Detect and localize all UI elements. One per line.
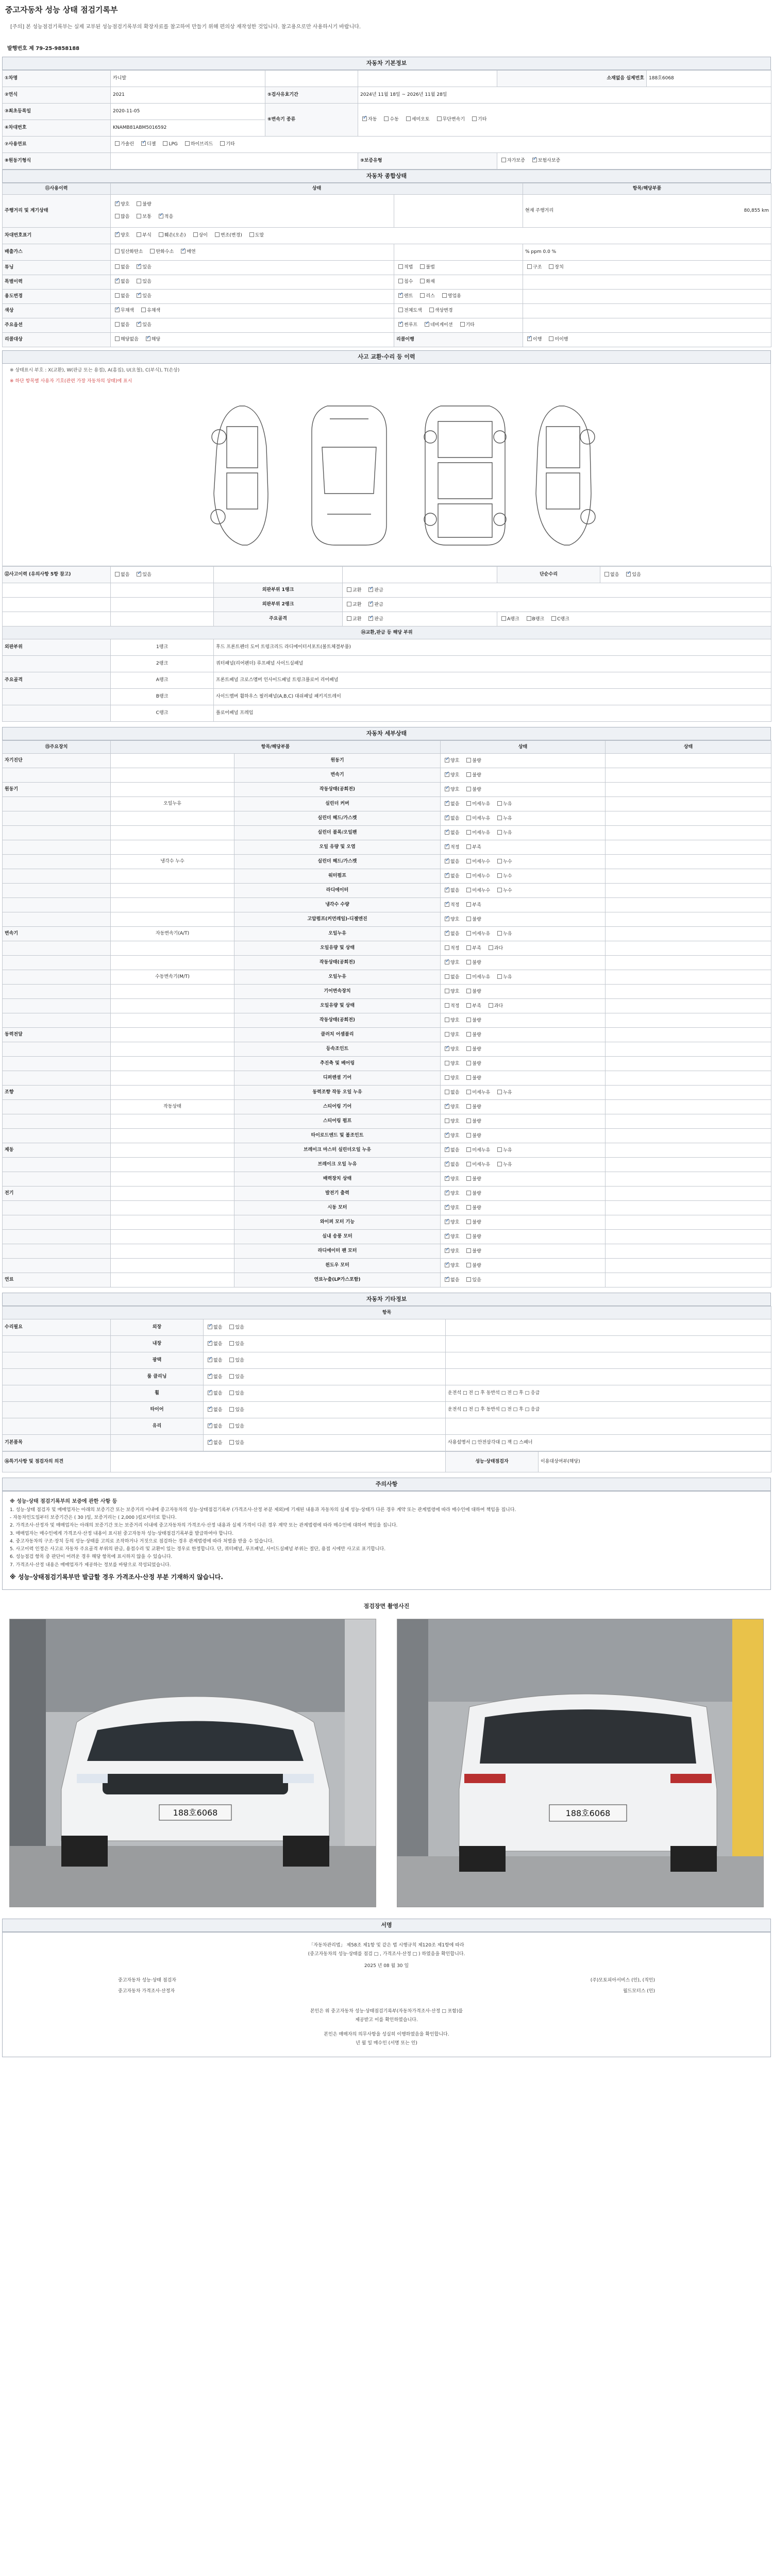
checkbox[interactable] [466, 1277, 471, 1282]
detail-row: 작동상태 스티어링 기어 ✓ 양호 불량 [3, 1100, 771, 1114]
checkbox[interactable] [229, 1374, 234, 1379]
checkbox[interactable] [445, 1061, 449, 1065]
checkbox[interactable] [208, 1440, 212, 1445]
checkbox[interactable] [497, 873, 502, 878]
section-detail: 자동차 세부상태 [2, 727, 771, 740]
detail-row: 변속기 ✓ 양호 불량 [3, 768, 771, 783]
detail-row: 냉각수 수량 ✓ 적정 부족 [3, 898, 771, 912]
checkbox[interactable] [466, 1118, 471, 1123]
photo-plate-front: 188호6068 [173, 1807, 218, 1818]
checkbox[interactable] [466, 1263, 471, 1267]
checkbox[interactable] [445, 1234, 449, 1239]
checkbox[interactable] [497, 859, 502, 863]
checkbox[interactable] [466, 1133, 471, 1138]
detail-row: 작동상태(공회전) ✓ 양호 불량 [3, 956, 771, 970]
other-row: 유리 ✓ 없음 있음 [3, 1418, 771, 1435]
checkbox[interactable] [466, 974, 471, 979]
checkbox[interactable] [489, 1003, 493, 1008]
checkbox[interactable] [466, 902, 471, 907]
checkbox[interactable] [445, 1075, 449, 1080]
checkbox[interactable] [497, 816, 502, 820]
section-notes: 주의사항 [2, 1478, 771, 1491]
checkbox[interactable] [208, 1423, 212, 1428]
overall-state-table: ⑪사용이력 상태 항목/해당부품 주행거리 및 계기상태 ✓양호 불량 많음 보통✓ 적음 현재 주행거리 80,855 km 차대번호표기 ✓ 양호 부식 훼손(오손) 상이 변조(변경) 도말 배출가스 일산화탄소 탄화수소✓ 매연 % ppm 0.0 % 튜닝 없음✓ 있음 적법 불법 구조 장치 특별이력 ✓ 없음 있음 침수 화재 용도변경 없음✓ 있음 ✓ 렌트 리스 영업용 색상 ✓ 무채색 유채색 전체도색 색상변경 주요옵션 없음✓ 있음 ✓ 썬루프✓ 네비게이션 기타 리콜대상 해당없음✓ 해당 리콜이행 ✓ 이행 미이행 [2, 183, 771, 347]
detail-row: 라디에이터 ✓ 없음 미세누수 누수 [3, 884, 771, 898]
checkbox[interactable] [445, 1263, 449, 1267]
detail-row: 전기 발전기 출력 ✓ 양호 불량 [3, 1187, 771, 1201]
notes-box: ※ 성능·상태 점검기록부의 보증에 관한 사항 등 1. 성능·상태 점검자 및 매매업자는 아래의 보증기간 또는 보증거리 이내에 중고자동차의 성능·상태점검기록부 (가격조사·산정 부분 제외)에 기재된 내용과 자동차의 실제 성능·상태가 다른 경우 계약 또는 관계법령에 따라 매수인에 대하여 책임을 집니다. - 자동차인도일부터 보증기간은 ( 30 )일, 보증거리는 ( 2,000 )킬로미터로 합니다. 2. 가격조사·산정자 및 매매업자는 아래의 보증기간 또는 보증거리 이내에 중고자동차의 가격조사·산정 내용과 실제 가격이 다른 경우 계약 또는 관계법령에 따라 매수인에 대하여 책임을 집니다. 3. 매매업자는 매수인에게 가격조사·산정 내용이 표시된 중고자동차 성능·상태점검기록부를 발급하여야 합니다. 4. 중고자동차의 구조·장치 등의 성능·상태를 고의로 조작하거나 거짓으로 점검하는 경우 관계법령에 따라 처벌을 받을 수 있습니다. 5. 사고이력 인정은 사고로 자동차 주요골격 부위의 판금, 용접수리 및 교환이 있는 경우로 한정합니다. 단, 쿼터패널, 루프패널, 사이드실패널 부위는 절단, 용접 시에만 사고로 표기합니다. 6. 성능점검 항목 중 판단이 어려운 경우 해당 항목에 표시하지 않을 수 있습니다. 7. 가격조사·산정 내용은 매매업자가 제공하는 정보를 바탕으로 작성되었습니다. ※ 성능·상태점검기록부만 발급할 경우 가격조사·산정 부분 기재하지 않습니다. [2, 1491, 771, 1590]
detail-row: 조향 동력조향 작동 오일 누유 없음 미세누유 누유 [3, 1086, 771, 1100]
checkbox[interactable] [445, 772, 449, 777]
basic-info-table: ①차명 카니발 소재없음 실제번호 188호6068 ②연식 2021 ⑤검사유효기간 2024년 11월 18일 ~ 2026년 11월 28일 ③최초등록일 2020-11-05 ⑥변속기 종류 ✓ 자동 수동 세미오토 무단변속기 기타 ④차대번호 KNAMB81ABM5016592 ⑦사용연료 가솔린✓ 디젤 LPG 하이브리드 기타 ⑧원동기형식 ⑨보증유형 자가보증✓ 보험사보증 [2, 70, 771, 170]
photo-rear [397, 1619, 764, 1907]
checkbox[interactable] [445, 1133, 449, 1138]
detail-row: 추진축 및 베어링 양호 불량 [3, 1057, 771, 1071]
section-sign: 서명 [2, 1919, 771, 1932]
checkbox[interactable] [466, 1061, 471, 1065]
other-row: 휠 ✓ 없음 있음 운전석 □ 전 □ 후 동반석 □ 전 □ 후 □ 응급 [3, 1385, 771, 1402]
checkbox[interactable] [445, 1176, 449, 1181]
detail-row: 수동변속기(M/T) 오일누유 없음 미세누유 누유 [3, 970, 771, 985]
checkbox[interactable] [466, 1032, 471, 1037]
photo-plate-rear: 188호6068 [565, 1808, 611, 1818]
other-row: 내장 ✓ 없음 있음 [3, 1336, 771, 1352]
detail-row: 오일유량 및 상태 적정 부족 과다 [3, 999, 771, 1013]
detail-row: 등속조인트 ✓ 양호 불량 [3, 1042, 771, 1057]
checkbox[interactable] [466, 1046, 471, 1051]
checkbox[interactable] [229, 1440, 234, 1445]
detail-row: 작동상태(공회전) 양호 불량 [3, 1013, 771, 1028]
checkbox[interactable] [466, 859, 471, 863]
other-row: 수리필요 외장 ✓ 없음 있음 [3, 1319, 771, 1336]
checkbox[interactable] [208, 1341, 212, 1346]
checkbox[interactable] [466, 1219, 471, 1224]
document-number: 발행번호 제 79-25-9858188 [7, 46, 80, 52]
checkbox[interactable] [466, 1104, 471, 1109]
other-row: 광택 ✓ 없음 있음 [3, 1352, 771, 1369]
checkbox[interactable] [466, 1018, 471, 1022]
checkbox[interactable] [445, 816, 449, 820]
other-row: 룸 클리닝 ✓ 없음 있음 [3, 1369, 771, 1385]
checkbox[interactable] [445, 787, 449, 791]
car-outline-diagram [157, 391, 621, 555]
checkbox[interactable] [229, 1407, 234, 1412]
section-other: 자동차 기타정보 [2, 1293, 771, 1306]
detail-row: 오일누유 실린더 커버 ✓ 없음 미세누유 누유 [3, 797, 771, 811]
detail-row: 냉각수 누수 실린더 헤드/가스켓 ✓ 없음 미세누수 누수 [3, 855, 771, 869]
checkbox[interactable] [208, 1374, 212, 1379]
checkbox[interactable] [445, 1162, 449, 1166]
checkbox[interactable] [497, 1090, 502, 1094]
photo-front [9, 1619, 376, 1907]
checkbox[interactable] [466, 844, 471, 849]
checkbox[interactable] [445, 902, 449, 907]
checkbox[interactable] [445, 917, 449, 921]
checkbox[interactable] [445, 873, 449, 878]
detail-row: 원동기 작동상태(공회전) ✓ 양호 불량 [3, 783, 771, 797]
damage-legend-note: ※ 하단 항목별 사용자 기호(관련 가장 자동차의 상태)에 표시 [10, 379, 132, 384]
notice-text: [주의] 본 성능점검기록부는 실제 교부된 성능점검기록부의 확장자료를 참고하여 만들기 위해 편의상 재작성한 것입니다. 참고용으로만 사용하시기 바랍니다. [10, 24, 361, 30]
checkbox[interactable] [445, 1003, 449, 1008]
detail-row: 고압펌프(커먼레일)-디젤엔진 ✓ 양호 불량 [3, 912, 771, 927]
detail-row: 스티어링 펌프 양호 불량 [3, 1114, 771, 1129]
section-photos: 점검장면 촬영사진 [2, 1600, 771, 1614]
section-overall: 자동차 종합상태 [2, 170, 771, 183]
checkbox[interactable] [445, 1191, 449, 1195]
checkbox[interactable] [466, 873, 471, 878]
checkbox[interactable] [497, 974, 502, 979]
detail-row: 실린더 헤드/가스켓 ✓ 없음 미세누유 누유 [3, 811, 771, 826]
checkbox[interactable] [445, 888, 449, 892]
checkbox[interactable] [208, 1407, 212, 1412]
checkbox[interactable] [497, 830, 502, 835]
checkbox[interactable] [445, 1147, 449, 1152]
detail-row: 자기진단 원동기 ✓ 양호 불량 [3, 754, 771, 768]
checkbox[interactable] [445, 945, 449, 950]
checkbox[interactable] [208, 1325, 212, 1329]
checkbox[interactable] [466, 960, 471, 964]
checkbox[interactable] [497, 1147, 502, 1152]
checkbox[interactable] [208, 1391, 212, 1395]
checkbox[interactable] [445, 960, 449, 964]
detail-state-table: ⑮주요장치 항목/해당부품 상태 상태 자기진단 원동기 ✓ 양호 불량 변속기 ✓ 양호 불량 원동기 작동상태(공회전) ✓ 양호 불량 오일누유 실린더 커버 ✓ 없음 미세누유 누유 실린더 헤드/가스켓 ✓ 없음 미세누유 누유 실린더 블록/오일팬 ✓ 없음 미세누유 누유 오일 유량 및 오염 ✓ 적정 부족 냉각수 누수 실린더 헤드/가스켓 ✓ 없음 미세누수 누수 워터펌프 ✓ 없음 미세누수 누수 라디에이터 ✓ 없음 미세누수 누수 냉각수 수량 ✓ 적정 부족 고압펌프(커먼레일)-디젤엔진 ✓ 양호 불량 변속기 자동변속기(A/T) 오일누유 ✓ 없음 미세누유 누유 오일유량 및 상태 적정 부족 과다 작동상태(공회전) ✓ 양호 불량 수동변속기(M/T) 오일누유 없음 미세누유 누유 기어변속장치 양호 불량 오일유량 및 상태 적정 부족 과다 작동상태(공회전) 양호 불량 동력전달 클러치 어셈블리 양호 불량 등속조인트 ✓ 양호 불량 추진축 및 베어링 양호 불량 디퍼렌셜 기어 양호 불량 조향 동력조향 작동 오일 누유 없음 미세누유 누유 작동상태 스티어링 기어 ✓ 양호 불량 스티어링 펌프 양호 불량 타이로드엔드 및 볼조인트 ✓ 양호 불량 제동 브레이크 마스터 실린더오일 누유 ✓ 없음 미세누유 누유 브레이크 오일 누유 ✓ 없음 미세누유 누유 배력장치 상태 ✓ 양호 불량 전기 발전기 출력 ✓ 양호 불량 시동 모터 ✓ 양호 불량 와이퍼 모터 기능 ✓ 양호 불량 실내 송풍 모터 ✓ 양호 불량 라디에이터 팬 모터 ✓ 양호 불량 윈도우 모터 ✓ 양호 불량 연료 연료누출(LP가스포함) ✓ 없음 있음 [2, 740, 771, 1287]
checkbox[interactable] [445, 1118, 449, 1123]
checkbox[interactable] [466, 989, 471, 993]
checkbox[interactable] [445, 1032, 449, 1037]
checkbox[interactable] [466, 801, 471, 806]
checkbox[interactable] [445, 1277, 449, 1282]
checkbox[interactable] [497, 801, 502, 806]
checkbox[interactable] [445, 1046, 449, 1051]
detail-row: 기어변속장치 양호 불량 [3, 985, 771, 999]
checkbox[interactable] [208, 1358, 212, 1362]
checkbox[interactable] [497, 931, 502, 936]
detail-row: 실린더 블록/오일팬 ✓ 없음 미세누유 누유 [3, 826, 771, 840]
detail-row: 윈도우 모터 ✓ 양호 불량 [3, 1259, 771, 1273]
detail-row: 라디에이터 팬 모터 ✓ 양호 불량 [3, 1244, 771, 1259]
checkbox[interactable] [466, 1248, 471, 1253]
damage-history-table: ⑫사고이력 (유의사항 5항 참고) 없음✓ 있음 단순수리 없음✓ 있음 외판부위 1랭크 교환✓ 판금 외판부위 2랭크 교환✓ 판금 주요골격 교환✓ 판금 A랭크 B랭크 C랭크 ⑭교환,판금 등 해당 부위 외판부위 1랭크 후드 프론트펜더 도어 트렁크리드 라디에이터서포트(볼트체결부품) 2랭크 쿼터패널(리어펜더) 루프패널 사이드실패널 주요골격 A랭크 프론트패널 크로스멤버 인사이드패널 트렁크플로어 리어패널 B랭크 사이드멤버 휠하우스 필러패널(A,B,C) 대쉬패널 패키지트레이 C랭크 플로어패널 프레임 [2, 566, 771, 722]
checkbox[interactable] [445, 1205, 449, 1210]
damage-legend: ※ 상태표시 부호 : X(교환), W(판금 또는 용접), A(흠집), U(요철), C(부식), T(손상) [10, 367, 180, 373]
checkbox[interactable] [466, 1234, 471, 1239]
checkbox[interactable] [445, 974, 449, 979]
detail-row: 와이퍼 모터 기능 ✓ 양호 불량 [3, 1215, 771, 1230]
detail-row: 변속기 자동변속기(A/T) 오일누유 ✓ 없음 미세누유 누유 [3, 927, 771, 941]
checkbox[interactable] [466, 1205, 471, 1210]
checkbox[interactable] [466, 1075, 471, 1080]
checkbox[interactable] [466, 945, 471, 950]
detail-row: 워터펌프 ✓ 없음 미세누수 누수 [3, 869, 771, 884]
checkbox[interactable] [466, 816, 471, 820]
opinion-table: ⑯특기사항 및 점검자의 의견 성능·상태점검자 이용대상여부(해당) [2, 1451, 771, 1472]
checkbox[interactable] [466, 1162, 471, 1166]
checkbox[interactable] [466, 1147, 471, 1152]
checkbox[interactable] [445, 859, 449, 863]
inspection-photos [2, 1614, 771, 1912]
checkbox[interactable] [445, 801, 449, 806]
checkbox[interactable] [497, 888, 502, 892]
detail-row: 시동 모터 ✓ 양호 불량 [3, 1201, 771, 1215]
car-diagram [3, 385, 770, 566]
checkbox[interactable] [445, 1248, 449, 1253]
detail-row: 오일유량 및 상태 적정 부족 과다 [3, 941, 771, 956]
detail-row: 실내 송풍 모터 ✓ 양호 불량 [3, 1230, 771, 1244]
detail-row: 배력장치 상태 ✓ 양호 불량 [3, 1172, 771, 1187]
checkbox[interactable] [229, 1358, 234, 1362]
signature-box: 「자동차관리법」 제58조 제1항 및 같은 법 시행규칙 제120조 제1항에 따라 (중고자동차의 성능·상태를 점검 □ , 가격조사·산정 □ ) 하였음을 확인합니다. 2025 년 08 월 30 일 중고자동차 성능·상태 점검자 (주)모토피아서비스 (인), (직인) 중고자동차 가격조사·산정자 월드모터스 (인) 본인은 위 중고자동차 성능·상태점검기록부(자동차가격조사·산정 □ 포함)를 제공받고 이를 확인하였습니다. 본인은 매매자의 의무사항을 성실히 이행하였음을 확인합니다. 년 월 일 매수인 (서명 또는 인) [2, 1932, 771, 2057]
checkbox[interactable] [445, 758, 449, 762]
detail-row: 오일 유량 및 오염 ✓ 적정 부족 [3, 840, 771, 855]
checkbox[interactable] [445, 844, 449, 849]
document-title: 중고자동차 성능 상태 점검기록부 [5, 5, 118, 14]
checkbox[interactable] [466, 1176, 471, 1181]
checkbox[interactable] [445, 989, 449, 993]
detail-row: 디퍼렌셜 기어 양호 불량 [3, 1071, 771, 1086]
checkbox[interactable] [229, 1391, 234, 1395]
detail-row: 브레이크 오일 누유 ✓ 없음 미세누유 누유 [3, 1158, 771, 1172]
other-row: 타이어 ✓ 없음 있음 운전석 □ 전 □ 후 동반석 □ 전 □ 후 □ 응급 [3, 1402, 771, 1418]
checkbox[interactable] [445, 1090, 449, 1094]
section-basic: 자동차 기본정보 [2, 57, 771, 70]
checkbox[interactable] [466, 758, 471, 762]
checkbox[interactable] [466, 772, 471, 777]
detail-row: 연료 연료누출(LP가스포함) ✓ 없음 있음 [3, 1273, 771, 1287]
checkbox[interactable] [445, 1219, 449, 1224]
checkbox[interactable] [466, 1191, 471, 1195]
checkbox[interactable] [489, 945, 493, 950]
checkbox[interactable] [466, 888, 471, 892]
checkbox[interactable] [229, 1423, 234, 1428]
checkbox[interactable] [466, 830, 471, 835]
checkbox[interactable] [466, 1003, 471, 1008]
other-info-table: 항목 수리필요 외장 ✓ 없음 있음 내장 ✓ 없음 있음 광택 ✓ 없음 있음 룸 클리닝 ✓ 없음 있음 휠 ✓ 없음 있음 운전석 □ 전 □ 후 동반석 □ 전 □ 후 □ 응급 타이어 ✓ 없음 있음 운전석 □ 전 □ 후 동반석 □ 전 □ 후 □ 응급 유리 ✓ 없음 있음 기본품목 ✓ 없음 있음 사용설명서 □ 안전삼각대 □ 잭 □ 스패너 [2, 1306, 771, 1451]
checkbox[interactable] [445, 1104, 449, 1109]
detail-row: 제동 브레이크 마스터 실린더오일 누유 ✓ 없음 미세누유 누유 [3, 1143, 771, 1158]
checkbox[interactable] [445, 1018, 449, 1022]
checkbox[interactable] [497, 1162, 502, 1166]
checkbox[interactable] [229, 1341, 234, 1346]
checkbox[interactable] [445, 931, 449, 936]
detail-row: 타이로드엔드 및 볼조인트 ✓ 양호 불량 [3, 1129, 771, 1143]
checkbox[interactable] [229, 1325, 234, 1329]
other-row: 기본품목 ✓ 없음 있음 사용설명서 □ 안전삼각대 □ 잭 □ 스패너 [3, 1435, 771, 1451]
checkbox[interactable] [466, 787, 471, 791]
checkbox[interactable] [466, 931, 471, 936]
checkbox[interactable] [466, 1090, 471, 1094]
checkbox[interactable] [466, 917, 471, 921]
section-damage: 사고 교환·수리 등 이력 [2, 350, 771, 364]
checkbox[interactable] [445, 830, 449, 835]
detail-row: 동력전달 클러치 어셈블리 양호 불량 [3, 1028, 771, 1042]
